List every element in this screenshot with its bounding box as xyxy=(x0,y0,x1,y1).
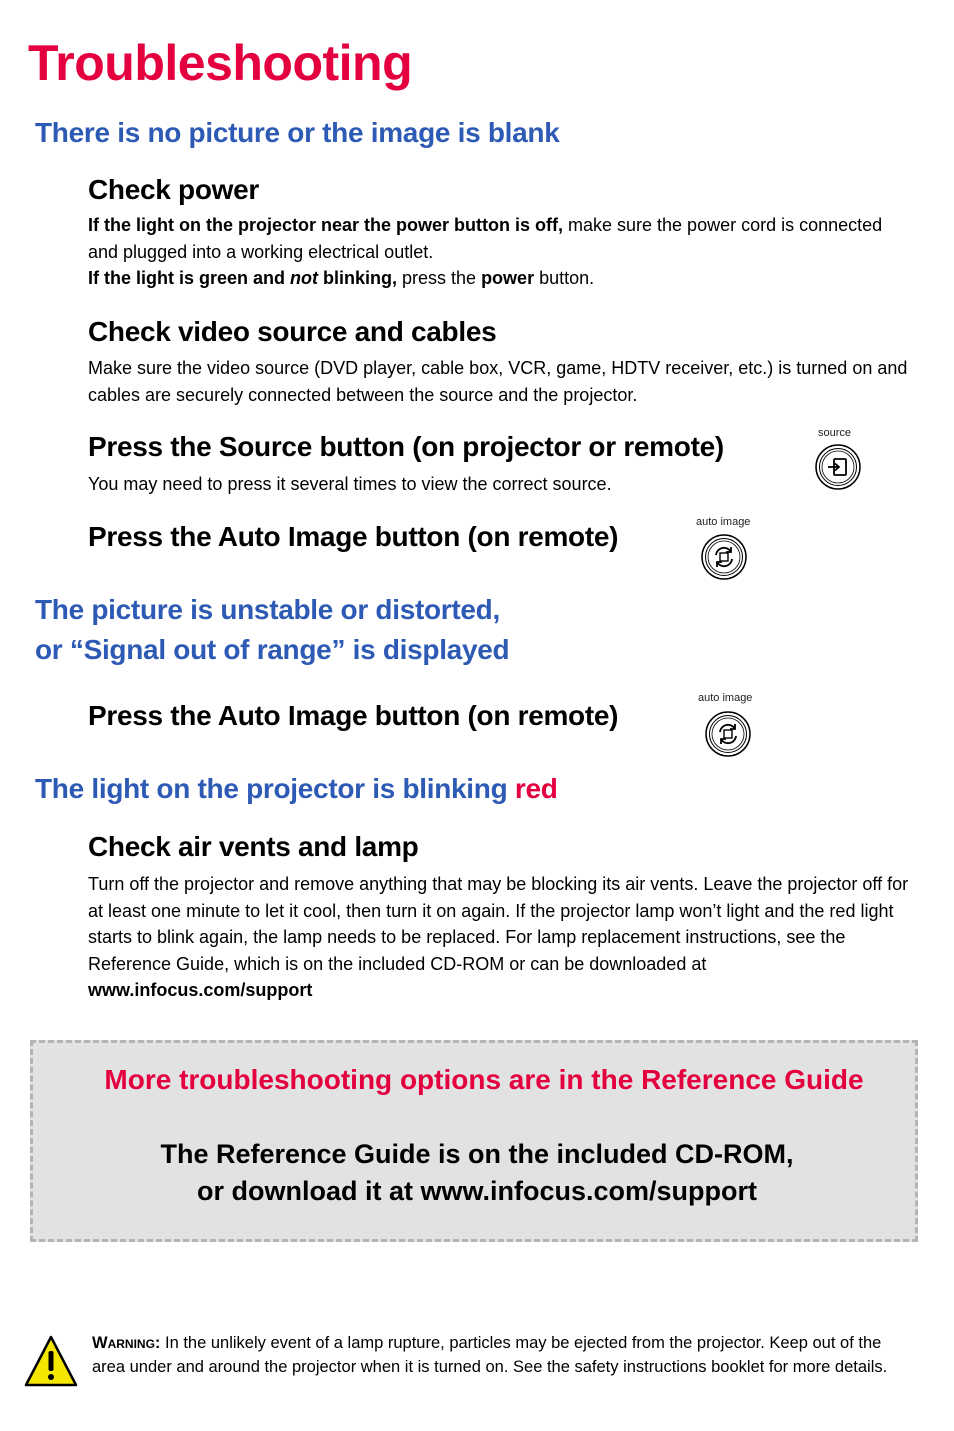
check-vents-heading: Check air vents and lamp xyxy=(88,831,419,862)
auto-image-icon-label: auto image xyxy=(696,516,751,528)
power-light-off-condition: If the light on the projector near the power button is off, xyxy=(88,215,563,235)
check-power-text: If the light on the projector near the power button is off, make sure the power cord is connected and plugged into a working electrical outlet. If the light is green and not blinking, press the power button. xyxy=(88,215,883,288)
source-icon-label: source xyxy=(818,427,852,439)
press-auto-image-heading: Press the Auto Image button (on remote) xyxy=(88,521,619,552)
auto-image-button-icon xyxy=(704,710,752,758)
press-source-text: You may need to press it several times to view the correct source. xyxy=(88,474,612,494)
warning-label: Warning: xyxy=(92,1334,161,1352)
page-title: Troubleshooting xyxy=(28,35,413,91)
check-video-heading: Check video source and cables xyxy=(88,316,497,347)
section-heading-blinking-red: The light on the projector is blinking red xyxy=(35,773,558,804)
check-power-heading: Check power xyxy=(88,174,259,205)
auto-image-icon-label-2: auto image xyxy=(698,692,753,704)
check-video-text: Make sure the video source (DVD player, cable box, VCR, game, HDTV receiver, etc.) is turned on and cables are securely connected between the source and the projector. xyxy=(88,358,908,405)
press-auto-image-heading-2: Press the Auto Image button (on remote) xyxy=(88,700,619,731)
press-source-heading: Press the Source button (on projector or remote) xyxy=(88,431,724,462)
auto-image-button-icon xyxy=(700,533,748,581)
power-keyword: power xyxy=(481,268,535,288)
warning-text: Warning: In the unlikely event of a lamp rupture, particles may be ejected from the projector. Keep out of the area under and around the projector when it is turned on. See the safety instructions booklet for more details. xyxy=(92,1334,888,1376)
warning-triangle-icon xyxy=(24,1334,78,1388)
callout-title: More troubleshooting options are in the Reference Guide xyxy=(104,1064,864,1095)
source-button-icon xyxy=(814,443,862,491)
callout-body: The Reference Guide is on the included CD-ROM, or download it at www.infocus.com/support xyxy=(160,1139,794,1206)
support-url: www.infocus.com/support xyxy=(88,980,313,1000)
section-heading-no-picture: There is no picture or the image is blank xyxy=(35,117,560,148)
check-vents-text: Turn off the projector and remove anything that may be blocking its air vents. Leave the projector off for at least one minute to let it cool, then turn it on again. If the projector lamp won’t light and the red light starts to blink again, the lamp needs to be replaced. For lamp replacement instructions, see the Reference Guide, which is on the included CD-ROM or can be downloaded at www.infocus.com/support xyxy=(88,874,909,1000)
power-light-green-condition: If the light is green and not blinking, xyxy=(88,268,398,288)
section-heading-unstable-picture: The picture is unstable or distorted, or “Signal out of range” is displayed xyxy=(35,594,510,665)
